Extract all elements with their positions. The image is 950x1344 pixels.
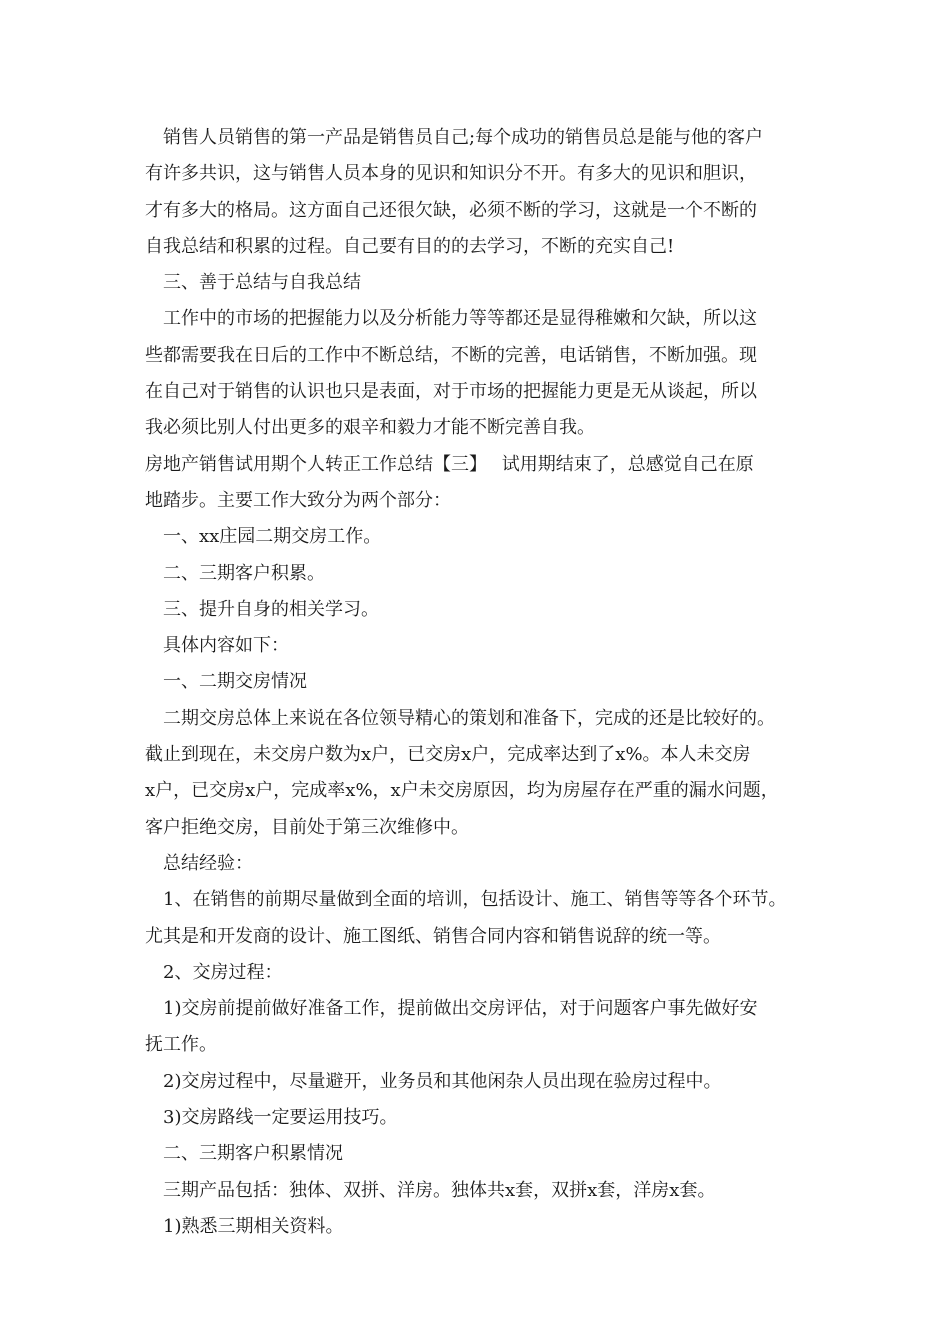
text-line: 地踏步。主要工作大致分为两个部分： [145, 489, 451, 511]
text-line: 三、善于总结与自我总结 [163, 272, 361, 294]
text-line: 3)交房路线一定要运用技巧。 [163, 1107, 398, 1129]
text-line: 一、二期交房情况 [163, 671, 307, 693]
text-line: 三期产品包括：独体、双拼、洋房。独体共x套，双拼x套，洋房x套。 [163, 1179, 716, 1201]
text-line: 二期交房总体上来说在各位领导精心的策划和准备下，完成的还是比较好的。 [163, 707, 775, 729]
text-line: 抚工作。 [145, 1034, 217, 1056]
text-line: x户，已交房x户，完成率x%，x户未交房原因，均为房屋存在严重的漏水问题， [145, 780, 779, 802]
text-line: 2、交房过程： [163, 961, 283, 983]
text-line: 2)交房过程中，尽量避开，业务员和其他闲杂人员出现在验房过程中。 [163, 1070, 722, 1092]
text-line: 1)交房前提前做好准备工作，提前做出交房评估，对于问题客户事先做好安 [163, 998, 758, 1020]
text-line: 才有多大的格局。这方面自己还很欠缺，必须不断的学习，这就是一个不断的 [145, 199, 757, 221]
text-line: 总结经验： [163, 852, 253, 874]
text-line: 房地产销售试用期个人转正工作总结【三】 试用期结束了，总感觉自己在原 [145, 453, 754, 475]
text-line: 1)熟悉三期相关资料。 [163, 1215, 344, 1237]
text-line: 三、提升自身的相关学习。 [163, 598, 379, 620]
text-line: 二、三期客户积累情况 [163, 1143, 343, 1165]
text-line: 尤其是和开发商的设计、施工图纸、销售合同内容和销售说辞的统一等。 [145, 925, 721, 947]
text-line: 二、三期客户积累。 [163, 562, 325, 584]
text-line: 我必须比别人付出更多的艰辛和毅力才能不断完善自我。 [145, 417, 595, 439]
text-line: 一、xx庄园二期交房工作。 [163, 526, 382, 548]
text-line: 自我总结和积累的过程。自己要有目的的去学习，不断的充实自己! [145, 235, 675, 257]
text-line: 具体内容如下： [163, 635, 289, 657]
text-line: 1、在销售的前期尽量做到全面的培训，包括设计、施工、销售等等各个环节。 [163, 889, 787, 911]
text-line: 截止到现在，未交房户数为x户，已交房x户，完成率达到了x%。本人未交房 [145, 744, 751, 766]
text-line: 些都需要我在日后的工作中不断总结，不断的完善，电话销售，不断加强。现 [145, 344, 757, 366]
text-line: 客户拒绝交房，目前处于第三次维修中。 [145, 816, 469, 838]
document-body [145, 120, 825, 1245]
text-line: 有许多共识，这与销售人员本身的见识和知识分不开。有多大的见识和胆识， [145, 163, 757, 185]
text-line: 工作中的市场的把握能力以及分析能力等等都还是显得稚嫩和欠缺，所以这 [163, 308, 757, 330]
text-line: 在自己对于销售的认识也只是表面，对于市场的把握能力更是无从谈起，所以 [145, 381, 757, 403]
text-line: 销售人员销售的第一产品是销售员自己;每个成功的销售员总是能与他的客户 [163, 127, 764, 148]
